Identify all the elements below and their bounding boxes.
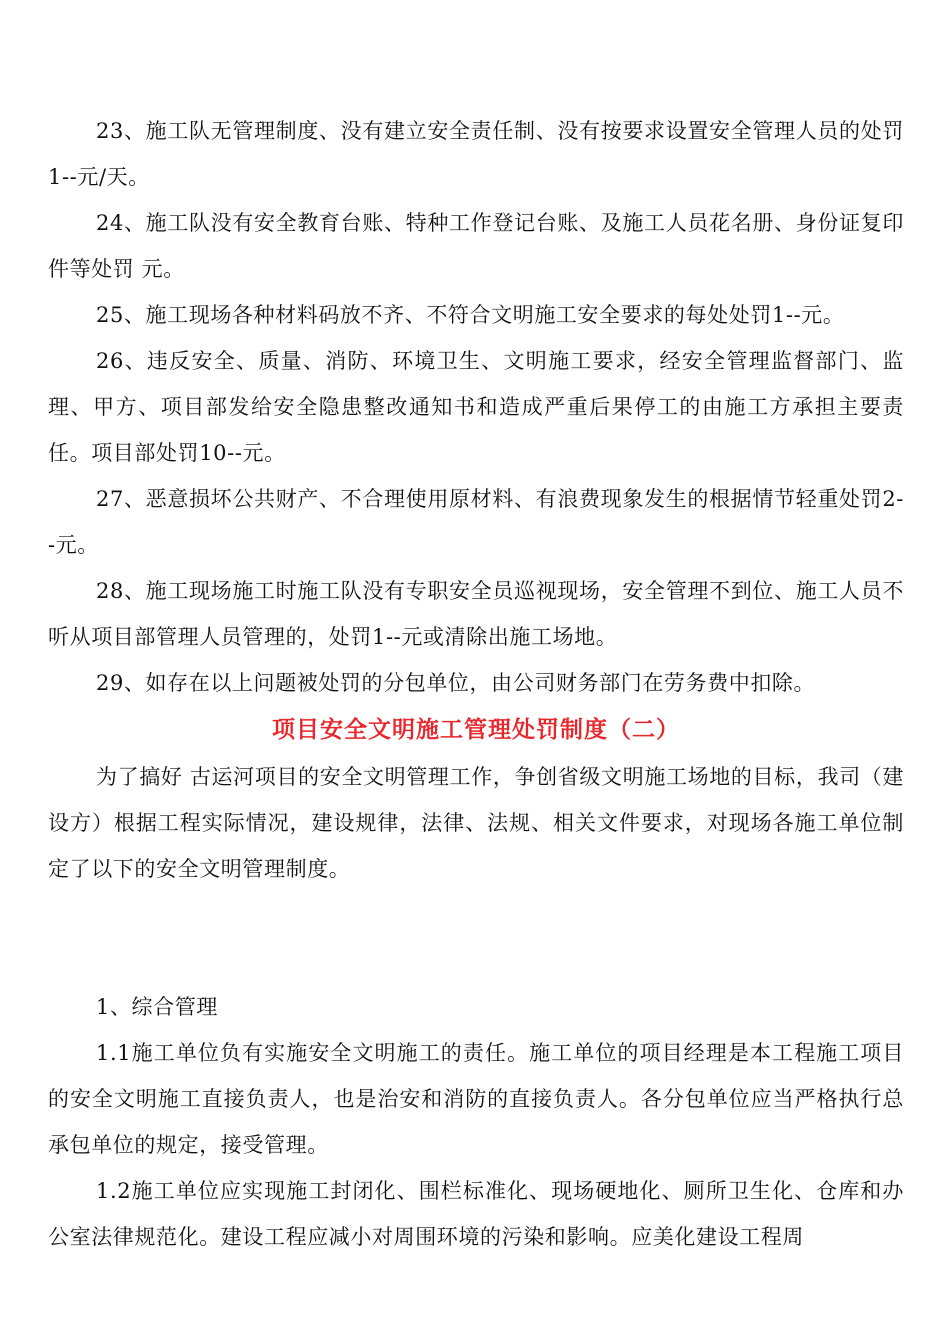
clause-29: 29、如存在以上问题被处罚的分包单位，由公司财务部门在劳务费中扣除。 — [96, 671, 816, 695]
clause-27: 27、恶意损坏公共财产、不合理使用原材料、有浪费现象发生的根据情节轻重处罚2--元。 — [48, 487, 904, 557]
clause-23: 23、施工队无管理制度、没有建立安全责任制、没有按要求设置安全管理人员的处罚1--元/天。 — [48, 119, 904, 189]
section-title: 项目安全文明施工管理处罚制度（二） — [272, 716, 680, 743]
clause-26: 26、违反安全、质量、消防、环境卫生、文明施工要求，经安全管理监督部门、监理、甲方、项目部发给安全隐患整改通知书和造成严重后果停工的由施工方承担主要责任。项目部处罚10--元。 — [48, 349, 904, 465]
clause-1-2: 1.2施工单位应实现施工封闭化、围栏标准化、现场硬地化、厕所卫生化、仓库和办公室法律规范化。建设工程应减小对周围环境的污染和影响。应美化建设工程周 — [48, 1179, 904, 1249]
clause-25: 25、施工现场各种材料码放不齐、不符合文明施工安全要求的每处处罚1--元。 — [96, 303, 845, 327]
clause-28: 28、施工现场施工时施工队没有专职安全员巡视现场，安全管理不到位、施工人员不听从项目部管理人员管理的，处罚1--元或清除出施工场地。 — [48, 579, 904, 649]
intro-paragraph: 为了搞好 古运河项目的安全文明管理工作，争创省级文明施工场地的目标，我司（建设方）根据工程实际情况，建设规律，法律、法规、相关文件要求，对现场各施工单位制定了以下的安全文明管理制度。 — [48, 765, 904, 881]
clause-1-1: 1.1施工单位负有实施安全文明施工的责任。施工单位的项目经理是本工程施工项目的安全文明施工直接负责人，也是治安和消防的直接负责人。各分包单位应当严格执行总承包单位的规定，接受管理。 — [48, 1041, 904, 1157]
heading-general-management: 1、综合管理 — [96, 995, 218, 1019]
blank-space — [48, 892, 904, 984]
document-page — [48, 108, 904, 1260]
clause-24: 24、施工队没有安全教育台账、特种工作登记台账、及施工人员花名册、身份证复印件等处罚 元。 — [48, 211, 904, 281]
